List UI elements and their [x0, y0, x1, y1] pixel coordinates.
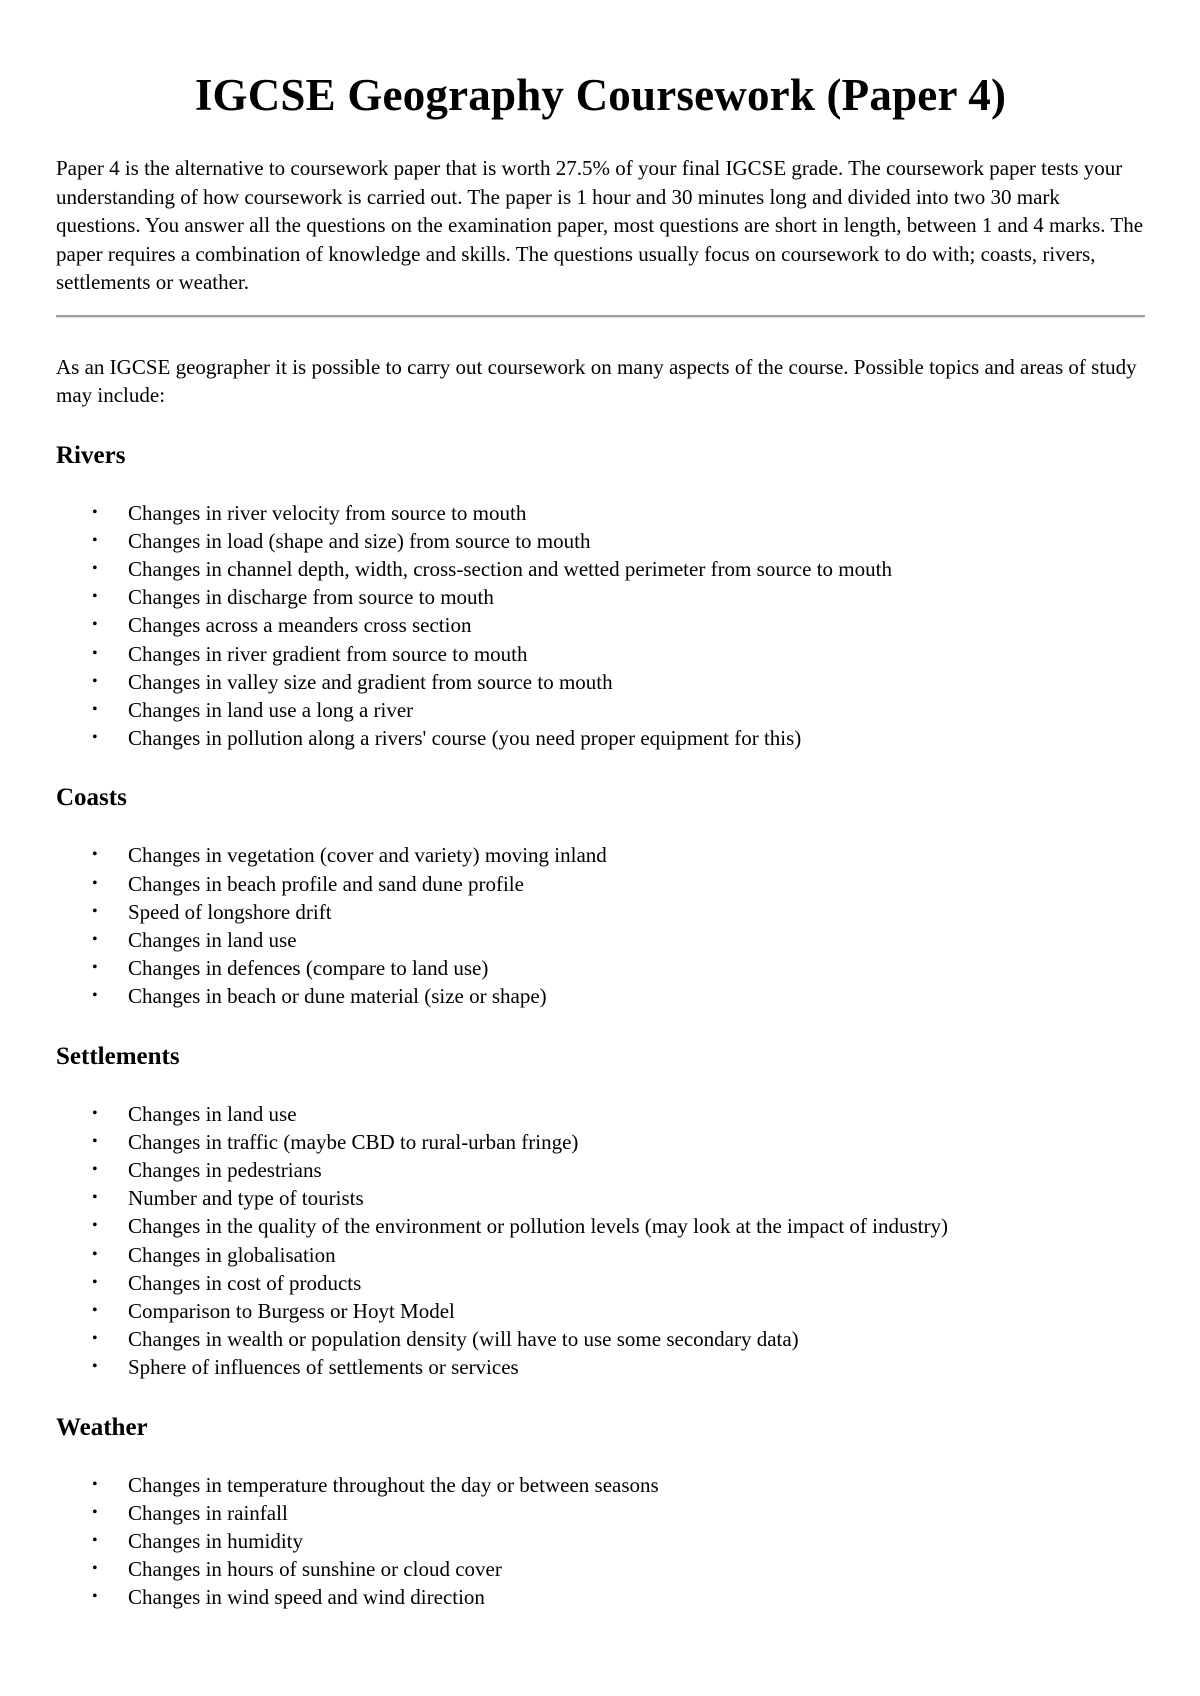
list-item-text: Changes in globalisation	[128, 1242, 336, 1267]
bullet-icon: •	[92, 1160, 98, 1178]
list-item-text: Changes in cost of products	[128, 1270, 362, 1295]
section-heading-weather: Weather	[56, 1413, 148, 1441]
bullet-icon: •	[92, 1587, 98, 1605]
section-heading-rivers: Rivers	[56, 441, 126, 469]
bullet-icon: •	[92, 959, 98, 977]
bullet-icon: •	[92, 1104, 98, 1122]
bullet-icon: •	[92, 1559, 98, 1577]
bullet-icon: •	[92, 1273, 98, 1291]
list-item	[56, 1100, 1145, 1128]
section-heading-settlements: Settlements	[56, 1042, 180, 1070]
topic-list-weather	[56, 1471, 1145, 1611]
list-item-text: Number and type of tourists	[128, 1186, 364, 1211]
bullet-icon: •	[92, 1475, 98, 1493]
list-item	[56, 583, 1145, 611]
list-item	[56, 1353, 1145, 1381]
list-item-text: Changes in defences (compare to land use)	[128, 956, 489, 981]
list-item	[56, 611, 1145, 639]
section-coasts	[56, 783, 1145, 1010]
bullet-icon: •	[92, 1189, 98, 1207]
list-item-text: Changes in river gradient from source to mouth	[128, 641, 528, 666]
list-item	[56, 1241, 1145, 1269]
list-item	[56, 1555, 1145, 1583]
bullet-icon: •	[92, 588, 98, 606]
topic-list-coasts	[56, 841, 1145, 1010]
horizontal-divider	[56, 315, 1145, 318]
list-item-text: Changes in wealth or population density (will have to use some secondary data)	[128, 1327, 799, 1352]
list-item-text: Changes in humidity	[128, 1528, 303, 1553]
list-item-text: Changes in traffic (maybe CBD to rural-urban fringe)	[128, 1129, 579, 1154]
list-item	[56, 527, 1145, 555]
bullet-icon: •	[92, 902, 98, 920]
list-item-text: Changes in land use	[128, 927, 297, 952]
list-item	[56, 1269, 1145, 1297]
list-item	[56, 499, 1145, 527]
list-item	[56, 870, 1145, 898]
list-item-text: Changes in wind speed and wind direction	[128, 1584, 485, 1609]
section-rivers	[56, 441, 1145, 753]
topic-list-rivers	[56, 499, 1145, 753]
list-item	[56, 724, 1145, 752]
bullet-icon: •	[92, 672, 98, 690]
bullet-icon: •	[92, 531, 98, 549]
section-settlements	[56, 1042, 1145, 1382]
list-item	[56, 668, 1145, 696]
list-item-text: Changes in discharge from source to mouth	[128, 585, 494, 610]
list-item	[56, 1583, 1145, 1611]
section-heading-coasts: Coasts	[56, 784, 127, 812]
bullet-icon: •	[92, 1330, 98, 1348]
list-item-text: Changes in beach profile and sand dune profile	[128, 871, 524, 896]
page-title: IGCSE Geography Coursework (Paper 4)	[194, 70, 1007, 120]
bullet-icon: •	[92, 729, 98, 747]
list-item-text: Changes in rainfall	[128, 1500, 288, 1525]
bullet-icon: •	[92, 987, 98, 1005]
list-item	[56, 1527, 1145, 1555]
list-item-text: Changes in valley size and gradient from source to mouth	[128, 669, 613, 694]
bullet-icon: •	[92, 874, 98, 892]
bullet-icon: •	[92, 1245, 98, 1263]
bullet-icon: •	[92, 1132, 98, 1150]
list-item-text: Changes in channel depth, width, cross-section and wetted perimeter from source to mouth	[128, 556, 892, 581]
list-item	[56, 555, 1145, 583]
topic-list-settlements	[56, 1100, 1145, 1382]
list-item-text: Changes in vegetation (cover and variety) moving inland	[128, 843, 607, 868]
list-item	[56, 926, 1145, 954]
list-item	[56, 1184, 1145, 1212]
list-item-text: Changes in the quality of the environment or pollution levels (may look at the impact of industry)	[128, 1214, 948, 1239]
list-item	[56, 640, 1145, 668]
list-item	[56, 1471, 1145, 1499]
list-item-text: Changes across a meanders cross section	[128, 613, 472, 638]
lead-paragraph: As an IGCSE geographer it is possible to carry out coursework on many aspects of the course. Possible topics and areas of study may include:	[56, 354, 1137, 407]
bullet-icon: •	[92, 846, 98, 864]
list-item	[56, 1325, 1145, 1353]
list-item	[56, 898, 1145, 926]
list-item-text: Changes in river velocity from source to mouth	[128, 500, 527, 525]
list-item-text: Speed of longshore drift	[128, 899, 332, 924]
bullet-icon: •	[92, 503, 98, 521]
list-item-text: Changes in pollution along a rivers' course (you need proper equipment for this)	[128, 726, 802, 751]
bullet-icon: •	[92, 1531, 98, 1549]
list-item	[56, 954, 1145, 982]
list-item-text: Comparison to Burgess or Hoyt Model	[128, 1298, 455, 1323]
list-item	[56, 1128, 1145, 1156]
list-item	[56, 982, 1145, 1010]
intro-paragraph: Paper 4 is the alternative to coursework paper that is worth 27.5% of your final IGCSE grade. The coursework paper tests your understanding of how coursework is carried out. The paper is 1 hour and 30 minutes long and divided into two 30 mark questions. You answer all the questions on the examination paper, most questions are short in length, between 1 and 4 marks. The paper requires a combination of knowledge and skills. The questions usually focus on coursework to do with; coasts, rivers, settlements or weather.	[56, 156, 1144, 294]
bullet-icon: •	[92, 1217, 98, 1235]
list-item-text: Changes in load (shape and size) from source to mouth	[128, 528, 591, 553]
list-item-text: Changes in land use a long a river	[128, 697, 414, 722]
list-item	[56, 1297, 1145, 1325]
bullet-icon: •	[92, 559, 98, 577]
list-item	[56, 696, 1145, 724]
bullet-icon: •	[92, 644, 98, 662]
bullet-icon: •	[92, 1358, 98, 1376]
bullet-icon: •	[92, 930, 98, 948]
list-item-text: Changes in hours of sunshine or cloud cover	[128, 1556, 502, 1581]
bullet-icon: •	[92, 616, 98, 634]
list-item	[56, 1156, 1145, 1184]
list-item-text: Changes in beach or dune material (size or shape)	[128, 984, 547, 1009]
bullet-icon: •	[92, 1301, 98, 1319]
section-weather	[56, 1413, 1145, 1611]
list-item-text: Changes in temperature throughout the day or between seasons	[128, 1472, 659, 1497]
bullet-icon: •	[92, 1503, 98, 1521]
list-item-text: Sphere of influences of settlements or services	[128, 1355, 519, 1380]
bullet-icon: •	[92, 700, 98, 718]
list-item-text: Changes in pedestrians	[128, 1157, 322, 1182]
list-item	[56, 841, 1145, 869]
list-item	[56, 1499, 1145, 1527]
list-item	[56, 1212, 1145, 1240]
list-item-text: Changes in land use	[128, 1101, 297, 1126]
